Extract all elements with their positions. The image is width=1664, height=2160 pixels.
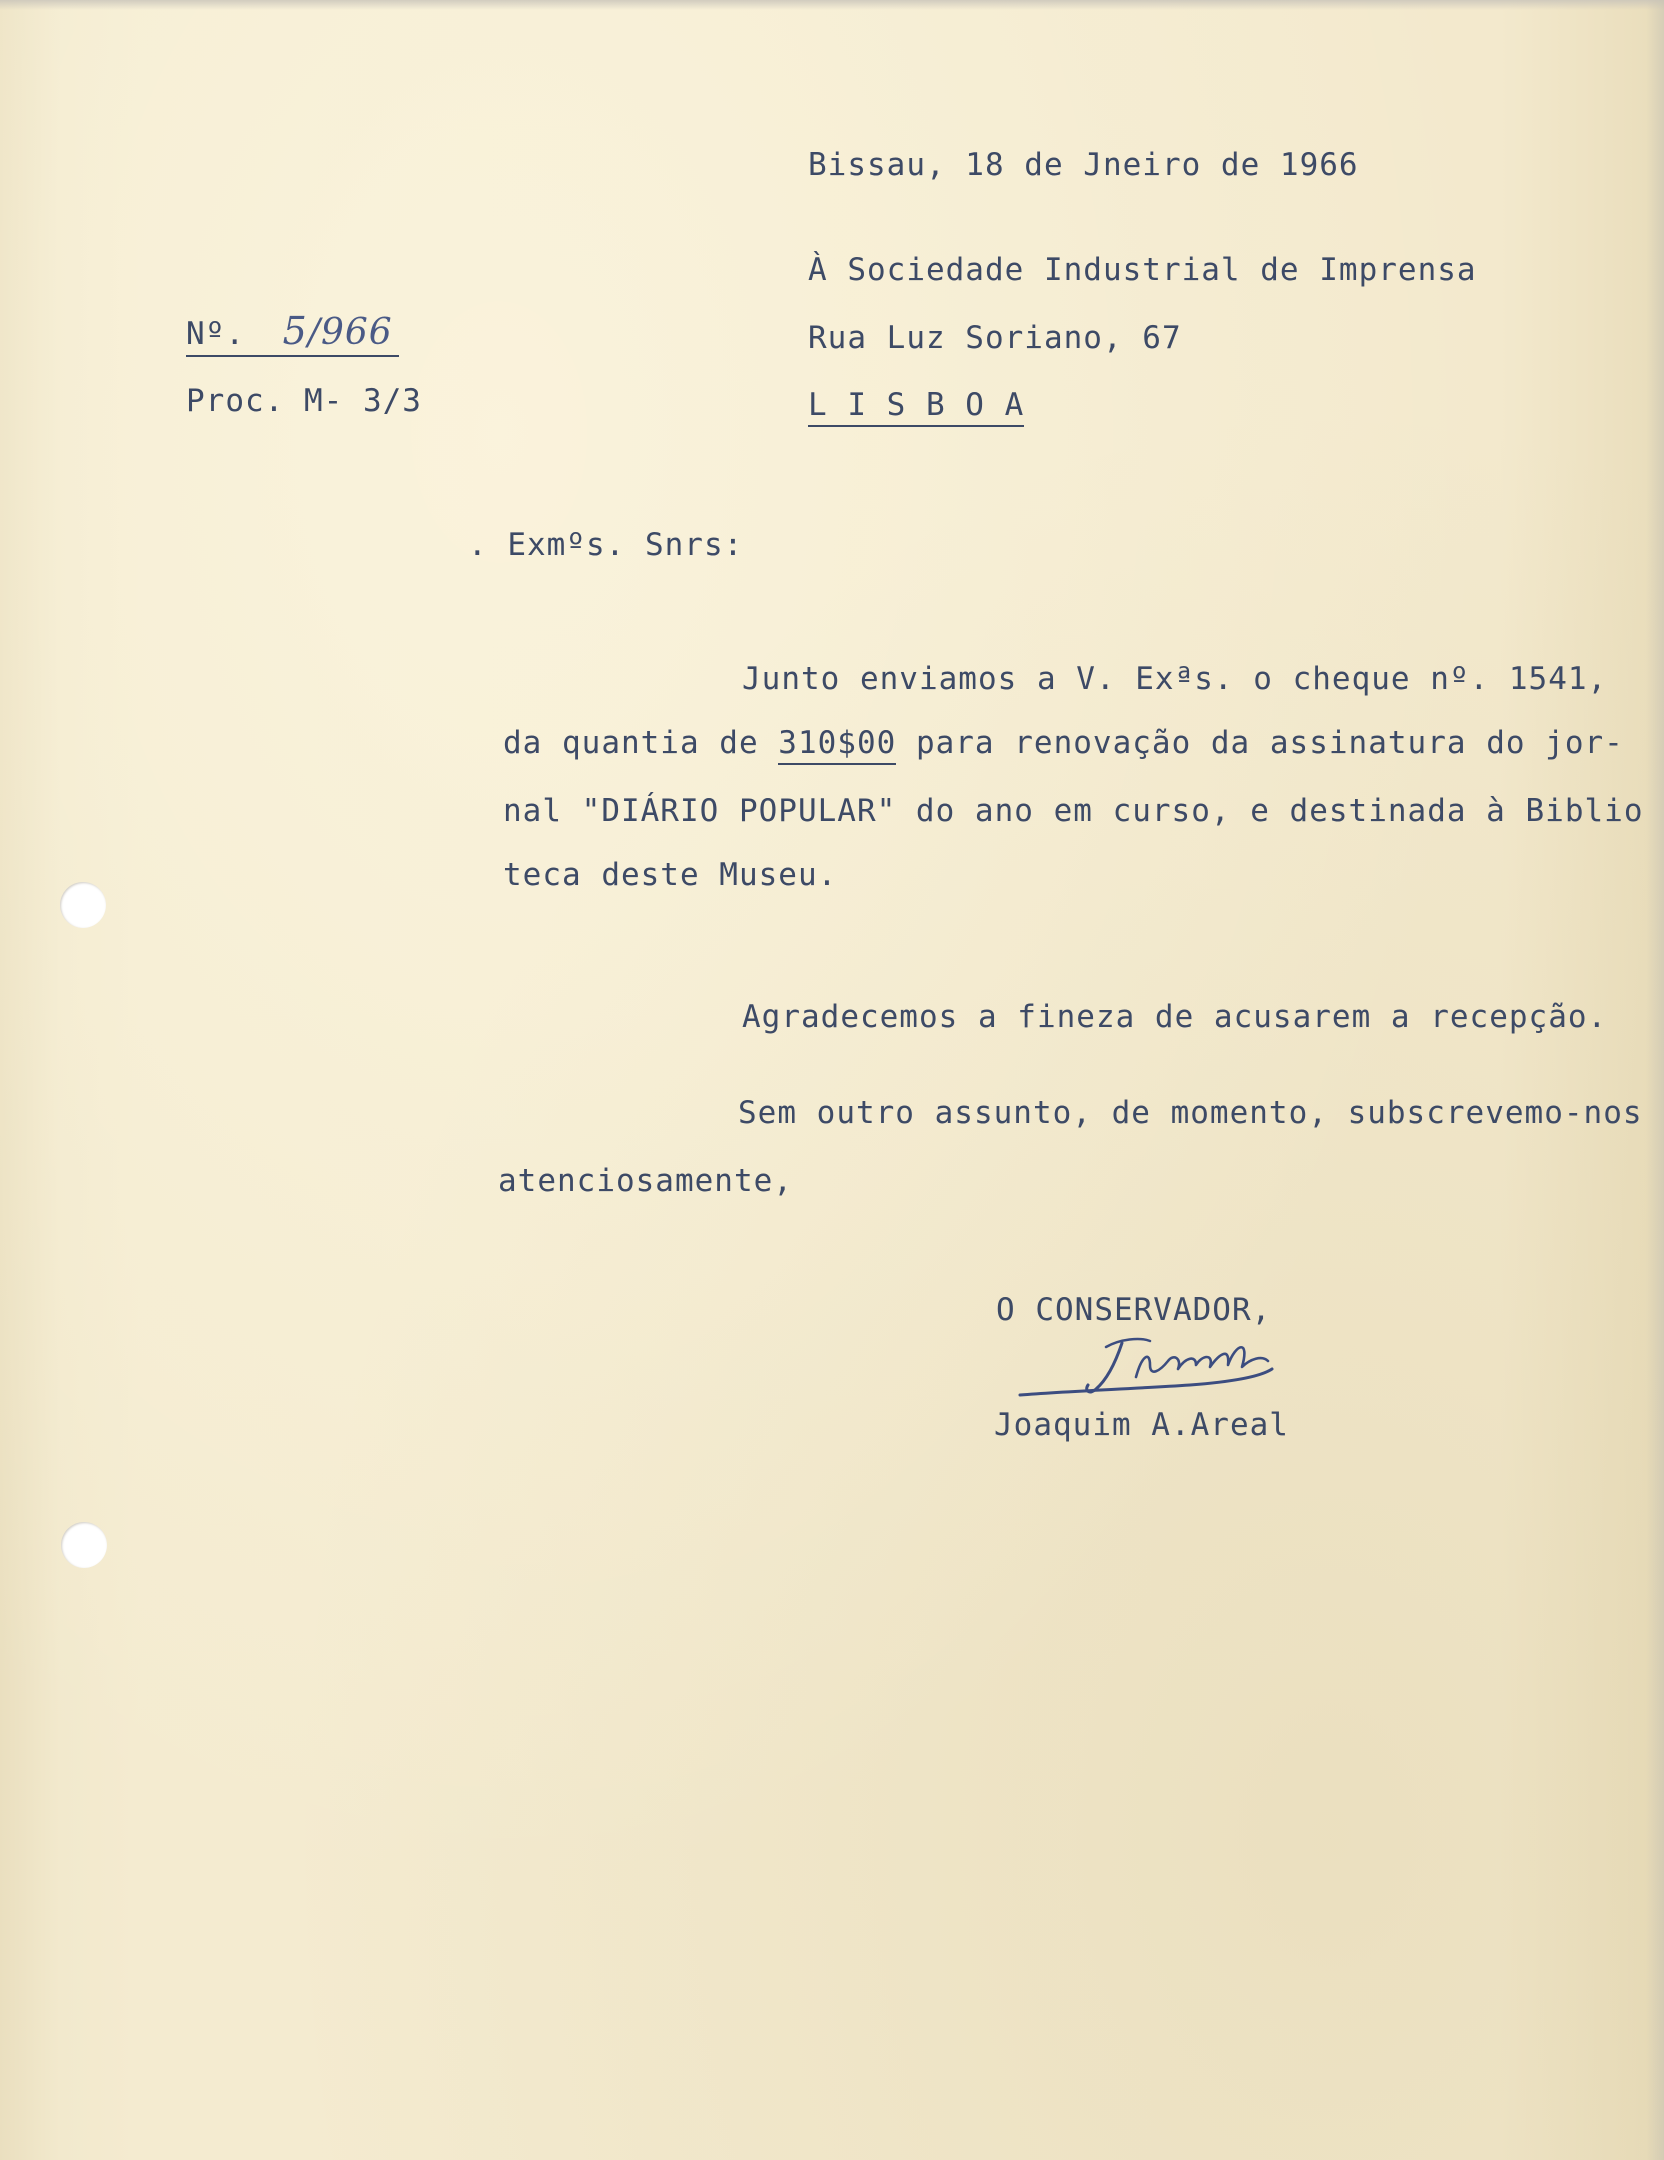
body-paragraph-3-line-1: Sem outro assunto, de momento, subscrevemo-nos (738, 1095, 1643, 1131)
reference-number (186, 309, 399, 357)
reference-number-prefix: Nº. (186, 316, 245, 352)
page-edge-shadow (1646, 0, 1664, 2160)
body-paragraph-1-line-2 (503, 725, 1624, 761)
cheque-amount: 310$00 (778, 725, 896, 765)
body-paragraph-2: Agradecemos a fineza de acusarem a recepção. (742, 999, 1608, 1035)
body-paragraph-1-line-3: nal "DIÁRIO POPULAR" do ano em curso, e destinada à Biblio (503, 793, 1644, 829)
body-p1-line2-start: da quantia de (503, 725, 779, 761)
date-line: Bissau, 18 de Jneiro de 1966 (808, 147, 1359, 183)
reference-number-handwritten: 5 (282, 309, 308, 353)
signoff-name: Joaquim A.Areal (994, 1407, 1289, 1443)
recipient-city: L I S B O A (808, 390, 1024, 427)
body-paragraph-1-line-1: Junto enviamos a V. Exªs. o cheque nº. 1541, (742, 661, 1608, 697)
recipient-line-1: À Sociedade Industrial de Imprensa (808, 252, 1477, 288)
body-paragraph-3-line-2: atenciosamente, (498, 1163, 793, 1199)
body-p1-line2-end: para renovação da assinatura do jor- (896, 725, 1624, 761)
page-top-shadow (0, 0, 1664, 10)
handwritten-signature (1010, 1325, 1310, 1415)
punch-hole-top (60, 882, 106, 928)
signoff-title: O CONSERVADOR, (996, 1292, 1272, 1328)
body-paragraph-1-line-4: teca deste Museu. (503, 857, 838, 893)
recipient-line-2: Rua Luz Soriano, 67 (808, 320, 1182, 356)
reference-number-suffix: /966 (307, 312, 393, 353)
process-reference: Proc. M- 3/3 (186, 383, 422, 419)
punch-hole-bottom (61, 1522, 107, 1568)
salutation: . Exmºs. Snrs: (468, 527, 744, 563)
